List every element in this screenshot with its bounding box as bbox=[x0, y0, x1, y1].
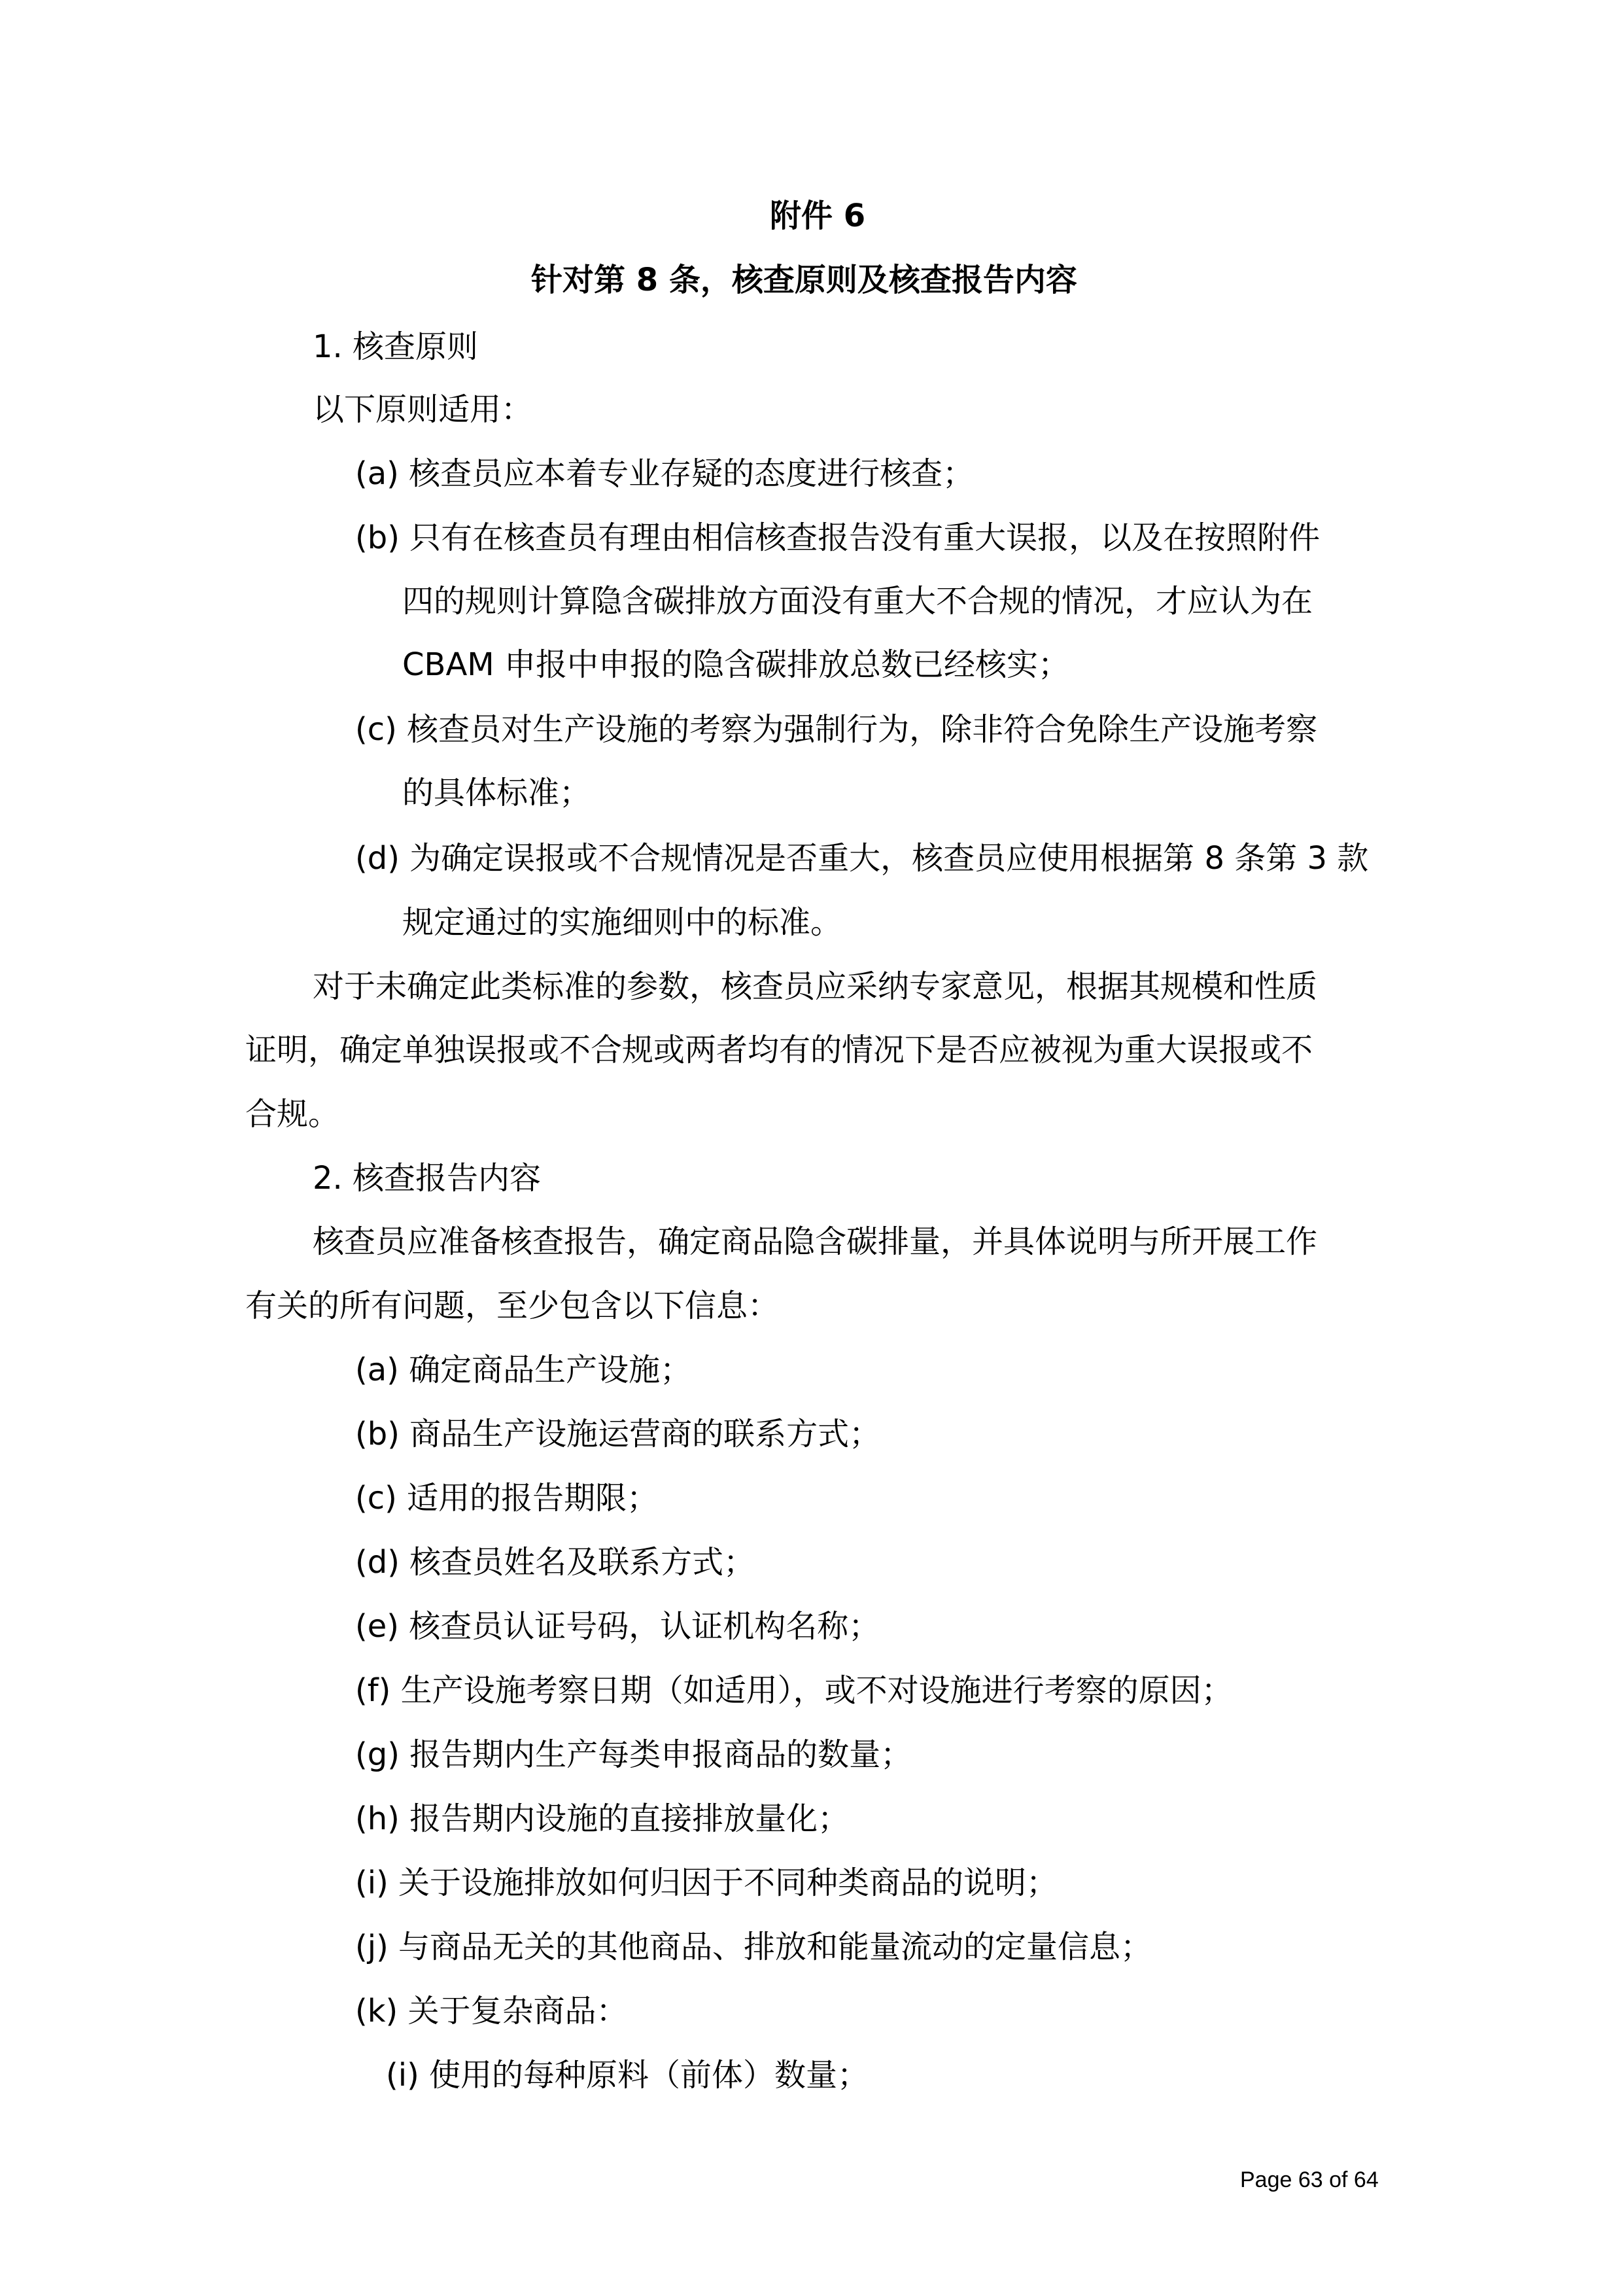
principle-b-line3: CBAM 申报中申报的隐含碳排放总数已经核实； bbox=[402, 646, 1069, 683]
list-item-j: (j) 与商品无关的其他商品、排放和能量流动的定量信息； bbox=[355, 1929, 1152, 1965]
section-2-intro-line2: 有关的所有问题，至少包含以下信息： bbox=[245, 1288, 780, 1324]
section-1-heading: 1. 核查原则 bbox=[313, 328, 479, 365]
principle-d-line2: 规定通过的实施细则中的标准。 bbox=[402, 904, 842, 941]
page-title: 针对第 8 条，核查原则及核查报告内容 bbox=[531, 262, 1077, 298]
list-item-c: (c) 适用的报告期限； bbox=[355, 1480, 659, 1516]
principle-b-line2: 四的规则计算隐含碳排放方面没有重大不合规的情况，才应认为在 bbox=[402, 583, 1313, 620]
paragraph-1-line1: 对于未确定此类标准的参数，核查员应采纳专家意见，根据其规模和性质 bbox=[313, 968, 1318, 1005]
list-item-i: (i) 关于设施排放如何归因于不同种类商品的说明； bbox=[355, 1865, 1058, 1901]
list-item-e: (e) 核查员认证号码，认证机构名称； bbox=[355, 1608, 880, 1645]
list-item-k: (k) 关于复杂商品： bbox=[355, 1993, 628, 2029]
list-item-g: (g) 报告期内生产每类申报商品的数量； bbox=[355, 1736, 912, 1773]
section-2-heading: 2. 核查报告内容 bbox=[313, 1160, 542, 1197]
paragraph-1-line2: 证明，确定单独误报或不合规或两者均有的情况下是否应被视为重大误报或不 bbox=[245, 1032, 1313, 1068]
principle-d-line1: (d) 为确定误报或不合规情况是否重大，核查员应使用根据第 8 条第 3 款 bbox=[355, 840, 1369, 877]
principle-c-line2: 的具体标准； bbox=[402, 775, 591, 811]
list-item-f: (f) 生产设施考察日期（如适用），或不对设施进行考察的原因； bbox=[355, 1672, 1233, 1709]
section-2-intro-line1: 核查员应准备核查报告，确定商品隐含碳排量，并具体说明与所开展工作 bbox=[313, 1223, 1318, 1260]
list-item-h: (h) 报告期内设施的直接排放量化； bbox=[355, 1800, 850, 1837]
list-item-d: (d) 核查员姓名及联系方式； bbox=[355, 1544, 755, 1581]
list-item-a: (a) 确定商品生产设施； bbox=[355, 1352, 692, 1388]
list-item-b: (b) 商品生产设施运营商的联系方式； bbox=[355, 1416, 881, 1452]
principle-a: (a) 核查员应本着专业存疑的态度进行核查； bbox=[355, 455, 975, 492]
section-1-intro: 以下原则适用： bbox=[313, 391, 533, 428]
principle-b-line1: (b) 只有在核查员有理由相信核查报告没有重大误报，以及在按照附件 bbox=[355, 519, 1321, 556]
sub-item-i: (i) 使用的每种原料（前体）数量； bbox=[386, 2057, 869, 2094]
annex-label: 附件 6 bbox=[770, 198, 866, 234]
page-number: Page 63 of 64 bbox=[1240, 2167, 1379, 2192]
principle-c-line1: (c) 核查员对生产设施的考察为强制行为，除非符合免除生产设施考察 bbox=[355, 711, 1318, 748]
paragraph-1-line3: 合规。 bbox=[245, 1096, 340, 1132]
